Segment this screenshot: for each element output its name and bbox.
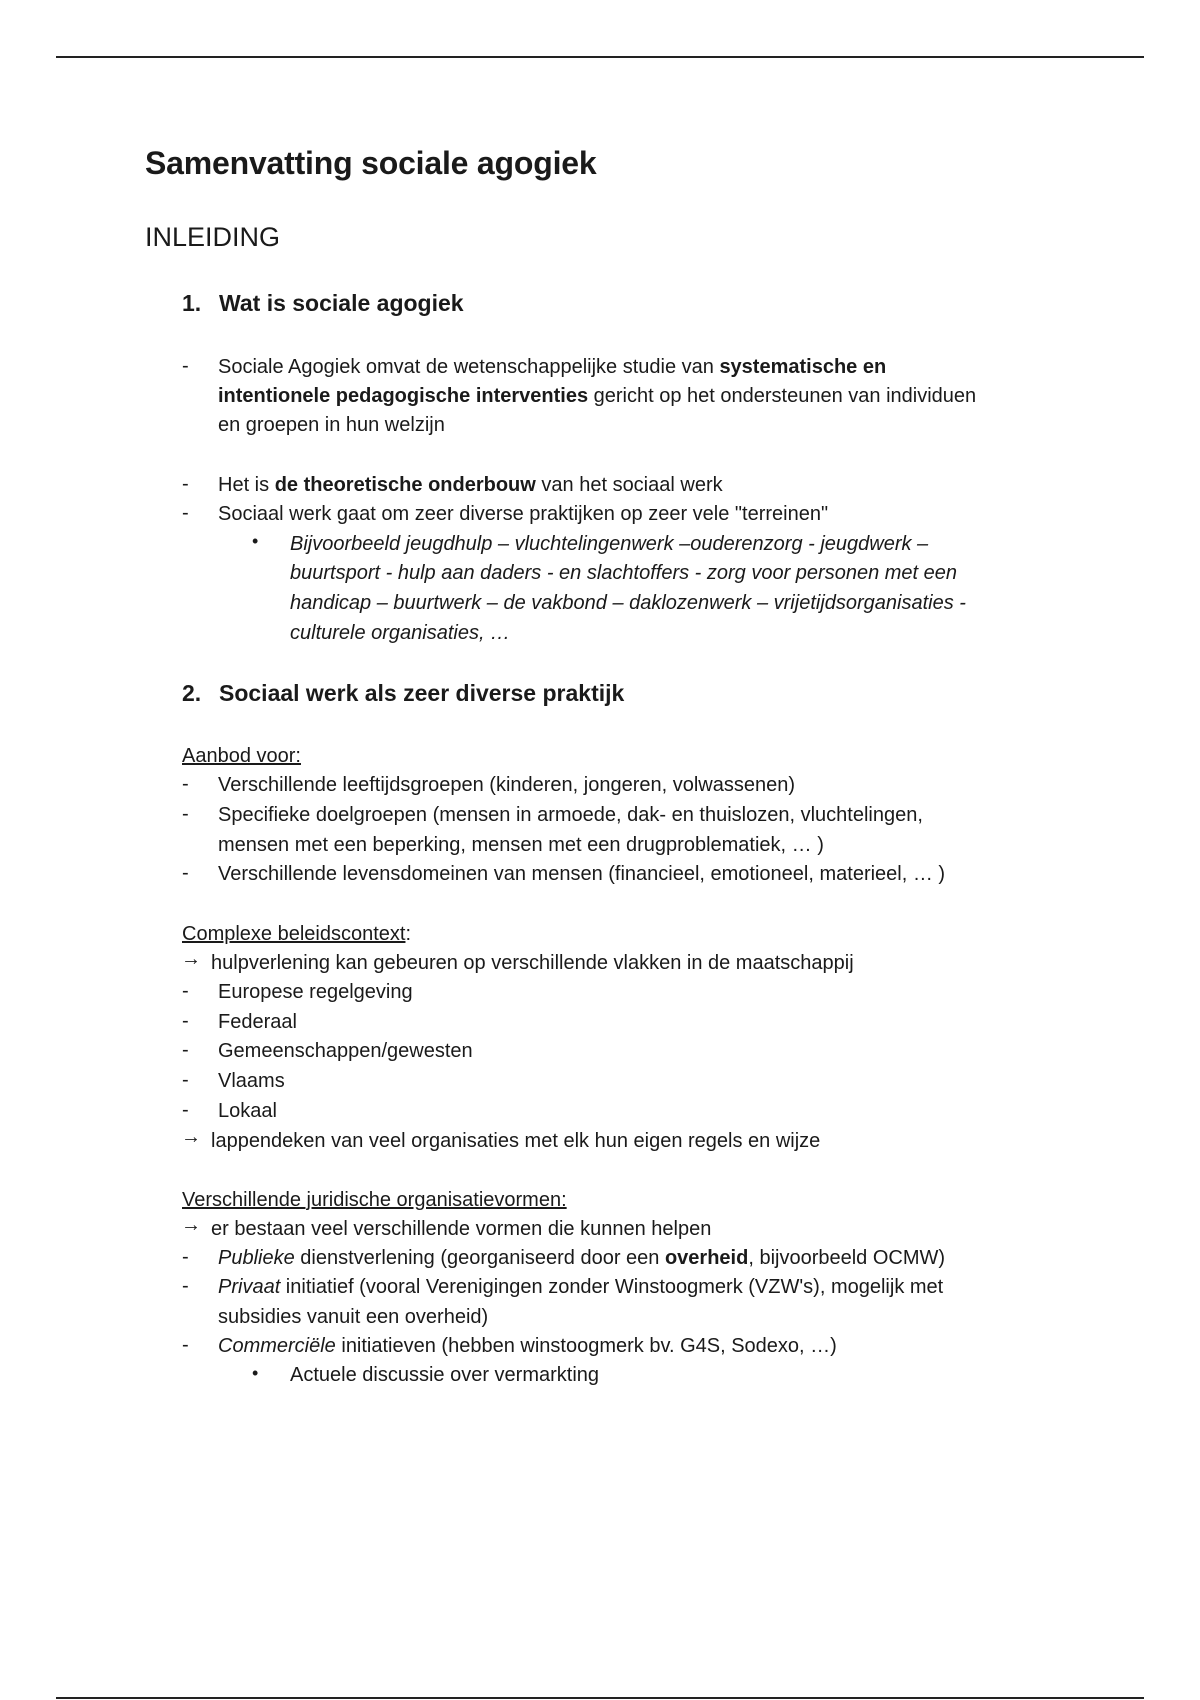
list-item: Publieke dienstverlening (georganiseerd door een overheid, bijvoorbeeld OCMW) [218, 1247, 946, 1269]
dash-marker: - [182, 1039, 189, 1061]
arrow-line: er bestaan veel verschillende vormen die kunnen helpen [211, 1218, 712, 1240]
paragraph-line: Het is de theoretische onderbouw van het sociaal werk [218, 474, 723, 496]
list-item: Commerciële initiatieven (hebben winstoogmerk bv. G4S, Sodexo, …) [218, 1335, 837, 1357]
list-item: mensen met een beperking, mensen met een drugproblematiek, … ) [218, 834, 824, 856]
dash-marker: - [182, 1334, 189, 1356]
sub-bullet-line: Bijvoorbeeld jeugdhulp – vluchtelingenwerk –ouderenzorg - jeugdwerk – [290, 533, 929, 555]
dash-marker: - [182, 803, 189, 825]
dash-marker: - [182, 355, 189, 377]
header-rule [56, 56, 1144, 58]
paragraph-line: intentionele pedagogische interventies gericht op het ondersteunen van individuen [218, 385, 977, 407]
dash-marker: - [182, 1246, 189, 1268]
section-number: 2. [182, 680, 202, 706]
list-item: Verschillende levensdomeinen van mensen (financieel, emotioneel, materieel, … ) [218, 863, 946, 885]
paragraph-line: en groepen in hun welzijn [218, 414, 445, 436]
dash-marker: - [182, 502, 189, 524]
list-item: Federaal [218, 1011, 297, 1033]
sub-bullet-line: Actuele discussie over vermarkting [290, 1364, 600, 1386]
list-item: Lokaal [218, 1100, 277, 1122]
sub-bullet-line: buurtsport - hulp aan daders - en slachtoffers - zorg voor personen met een [290, 562, 958, 584]
dash-marker: - [182, 862, 189, 884]
bullet-marker: • [252, 1363, 259, 1383]
list-item: Specifieke doelgroepen (mensen in armoede, dak- en thuislozen, vluchtelingen, [218, 804, 923, 826]
section-title: Wat is sociale agogiek [219, 290, 464, 316]
sub-bullet-line: handicap – buurtwerk – de vakbond – daklozenwerk – vrijetijdsorganisaties - [290, 592, 966, 614]
list-item: Verschillende leeftijdsgroepen (kinderen, jongeren, volwassenen) [218, 774, 796, 796]
dash-marker: - [182, 773, 189, 795]
bullet-marker: • [252, 531, 259, 551]
arrow-line: lappendeken van veel organisaties met elk hun eigen regels en wijze [211, 1130, 821, 1152]
section-title: Sociaal werk als zeer diverse praktijk [219, 680, 625, 706]
dash-marker: - [182, 1275, 189, 1297]
beleid-label: Complexe beleidscontext: [182, 923, 412, 945]
dash-marker: - [182, 1099, 189, 1121]
sub-bullet-line: culturele organisaties, … [290, 622, 511, 644]
document-title: Samenvatting sociale agogiek [145, 145, 597, 181]
arrow-icon: → [181, 1214, 201, 1236]
dash-marker: - [182, 1069, 189, 1091]
list-item: subsidies vanuit een overheid) [218, 1306, 489, 1328]
arrow-icon: → [181, 948, 201, 970]
arrow-icon: → [181, 1126, 201, 1148]
dash-marker: - [182, 980, 189, 1002]
dash-marker: - [182, 1010, 189, 1032]
list-item: Gemeenschappen/gewesten [218, 1040, 473, 1062]
aanbod-label: Aanbod voor: [182, 745, 301, 767]
list-item: Vlaams [218, 1070, 285, 1092]
arrow-line: hulpverlening kan gebeuren op verschillende vlakken in de maatschappij [211, 952, 854, 974]
section-number: 1. [182, 290, 202, 316]
paragraph-line: Sociaal werk gaat om zeer diverse praktijken op zeer vele "terreinen" [218, 503, 829, 525]
paragraph-line: Sociale Agogiek omvat de wetenschappelijke studie van systematische en [218, 356, 887, 378]
footer-rule [56, 1697, 1144, 1699]
list-item: Europese regelgeving [218, 981, 413, 1003]
list-item: Privaat initiatief (vooral Verenigingen zonder Winstoogmerk (VZW's), mogelijk met [218, 1276, 944, 1298]
dash-marker: - [182, 473, 189, 495]
part-heading: INLEIDING [145, 222, 281, 252]
juridisch-label: Verschillende juridische organisatievormen: [182, 1189, 567, 1211]
